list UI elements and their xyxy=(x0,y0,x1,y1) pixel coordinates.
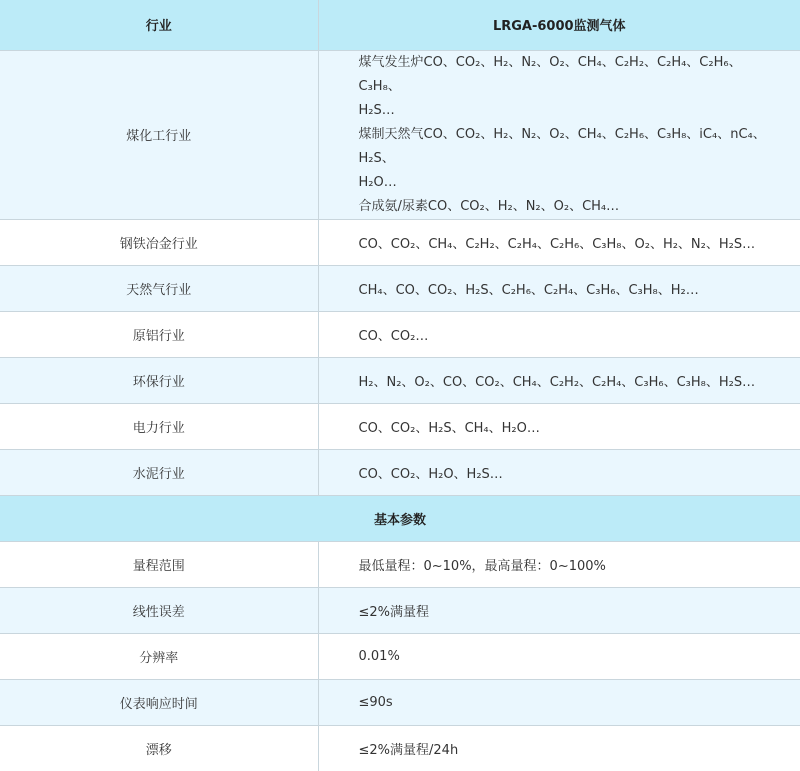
param-row xyxy=(0,587,800,633)
table-row xyxy=(0,265,800,311)
param-label: 线性误差 xyxy=(0,587,318,633)
table-header-row xyxy=(0,0,800,50)
gases-line: H₂O… xyxy=(358,174,397,190)
gases-cell: CO、CO₂、H₂S、CH₄、H₂O… xyxy=(318,403,800,449)
table-row xyxy=(0,50,800,219)
table-row xyxy=(0,449,800,495)
param-label: 仪表响应时间 xyxy=(0,679,318,725)
gases-cell: CO、CO₂… xyxy=(318,311,800,357)
param-value: ≤2%满量程/24h xyxy=(318,725,800,771)
gases-line: H₂S… xyxy=(358,102,395,118)
gases-cell: H₂、N₂、O₂、CO、CO₂、CH₄、C₂H₂、C₂H₄、C₃H₆、C₃H₈、H₂S… xyxy=(318,357,800,403)
param-value: ≤90s xyxy=(318,679,800,725)
param-row xyxy=(0,633,800,679)
industry-cell: 水泥行业 xyxy=(0,449,318,495)
industry-cell: 钢铁冶金行业 xyxy=(0,219,318,265)
gases-cell: CO、CO₂、H₂O、H₂S… xyxy=(318,449,800,495)
gases-line: 合成氨/尿素CO、CO₂、H₂、N₂、O₂、CH₄… xyxy=(358,198,620,214)
param-row xyxy=(0,725,800,771)
param-value: ≤2%满量程 xyxy=(318,587,800,633)
section-header-row xyxy=(0,495,800,541)
param-label: 漂移 xyxy=(0,725,318,771)
industry-cell: 电力行业 xyxy=(0,403,318,449)
gases-cell: CO、CO₂、CH₄、C₂H₂、C₂H₄、C₂H₆、C₃H₈、O₂、H₂、N₂、H₂S… xyxy=(318,219,800,265)
gases-line: 煤气发生炉CO、CO₂、H₂、N₂、O₂、CH₄、C₂H₂、C₂H₄、C₂H₆、C₃H₈、 xyxy=(358,54,742,94)
table-row xyxy=(0,311,800,357)
header-gases: LRGA-6000监测气体 xyxy=(318,0,800,50)
gases-cell xyxy=(318,50,800,219)
industry-cell: 环保行业 xyxy=(0,357,318,403)
param-row xyxy=(0,679,800,725)
param-row xyxy=(0,541,800,587)
param-value: 0.01% xyxy=(318,633,800,679)
table-row xyxy=(0,219,800,265)
table-row xyxy=(0,357,800,403)
table-row xyxy=(0,403,800,449)
param-label: 量程范围 xyxy=(0,541,318,587)
header-industry: 行业 xyxy=(0,0,318,50)
industry-cell: 煤化工行业 xyxy=(0,50,318,219)
industry-cell: 原铝行业 xyxy=(0,311,318,357)
param-label: 分辨率 xyxy=(0,633,318,679)
gases-cell: CH₄、CO、CO₂、H₂S、C₂H₆、C₂H₄、C₃H₆、C₃H₈、H₂… xyxy=(318,265,800,311)
gases-line: 煤制天然气CO、CO₂、H₂、N₂、O₂、CH₄、C₂H₆、C₃H₈、iC₄、nC₄、H₂S、 xyxy=(358,126,766,166)
param-value: 最低量程：0~10%，最高量程：0~100% xyxy=(318,541,800,587)
industry-cell: 天然气行业 xyxy=(0,265,318,311)
section-title: 基本参数 xyxy=(0,495,800,541)
